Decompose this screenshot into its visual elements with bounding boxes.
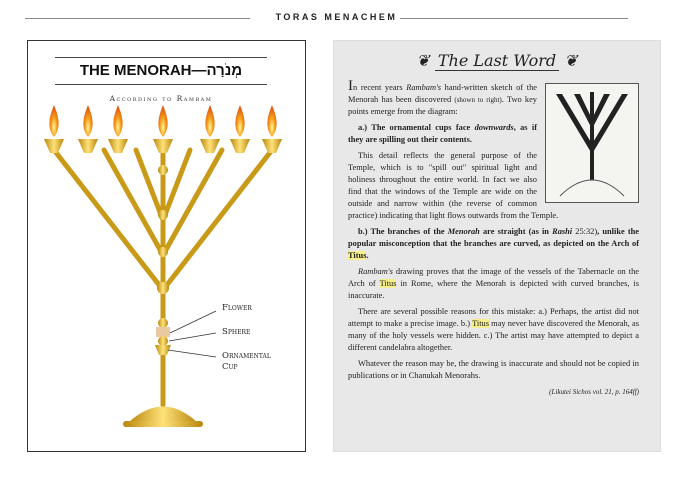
menorah-title: THE MENORAH—מְנֹרָה (55, 57, 267, 85)
label-sphere: Sphere (222, 327, 251, 337)
c3: in Rome, where the Menorah is depicted with curved branches, is inaccurate. (348, 279, 639, 300)
b1: b.) The branches of the (358, 227, 448, 236)
titus-highlight: Titus (348, 251, 367, 260)
label-flower: Flower (222, 303, 252, 313)
t4: (shown to right) (454, 96, 502, 104)
header-title: TORAS MENACHEM (275, 12, 398, 22)
drop-cap: I (348, 78, 353, 94)
t3: hand-written sketch of the Menorah has been discovered (348, 83, 537, 104)
para-drawing (348, 266, 639, 302)
last-word-panel (333, 40, 661, 452)
label-ornamental-cup (222, 351, 271, 373)
t5: . Two key points emerge from the diagram: (348, 95, 537, 116)
titus-highlight: Titus (472, 319, 489, 328)
para-purpose: This detail reflects the general purpose of the Temple, which is to "spill out" spiritual light and holiness throughout the entire world. In fact we also find that the windows of the Temple are wide on the outside and narrow within (the reverse of common practice) indicating that light flows outwards from the Temple. (348, 151, 559, 220)
label-cup-line2: Cup (222, 362, 238, 372)
rambam-sketch-image (545, 83, 639, 203)
d2: may never have discovered the Menorah, as many of the holy vessels were hidden. c.) The artist may have attempted to depict a different candelabra altogether. (348, 319, 639, 352)
a1: a.) The ornamental cups face (358, 123, 475, 132)
last-word-heading: ❦ The Last Word ❦ (416, 51, 578, 70)
c1: Rambam's (358, 267, 393, 276)
b3: are straight (as in (479, 227, 553, 236)
point-b (348, 226, 639, 262)
b7: . (366, 251, 369, 260)
a2: downwards (474, 123, 514, 132)
b4: Rashi (552, 227, 573, 236)
t1: n recent years (353, 83, 407, 92)
para-reasons (348, 306, 639, 354)
article-body (348, 78, 640, 398)
titus-highlight: Titus (379, 279, 397, 288)
citation: (Likutei Sichos vol. 21, p. 164ff) (549, 388, 639, 396)
c2: drawing proves that the image of the vessels of the Tabernacle on the Arch of (348, 267, 639, 288)
b5: 25:32) (572, 227, 598, 236)
d1: There are several possible reasons for this mistake: a.) Perhaps, the artist did not attempt to make a precise image. b.) (348, 307, 639, 328)
menorah-subtitle: According to Rambam (109, 94, 213, 103)
b6: , unlike the popular misconception that the branches are curved, as depicted on the Arch of (348, 227, 640, 248)
t2: Rambam's (406, 83, 442, 92)
label-cup-line1: Ornamental (222, 351, 271, 361)
heading-text: The Last Word (435, 51, 559, 71)
flames (44, 105, 282, 153)
a3: , as if they are spilling out their contents. (348, 123, 537, 144)
b2: Menorah (447, 227, 480, 236)
page-header (0, 12, 673, 24)
para-conclusion: Whatever the reason may be, the drawing is inaccurate and should not be copied in publications or in Chanukah Menorahs. (348, 359, 639, 380)
menorah-illustration (28, 105, 303, 445)
